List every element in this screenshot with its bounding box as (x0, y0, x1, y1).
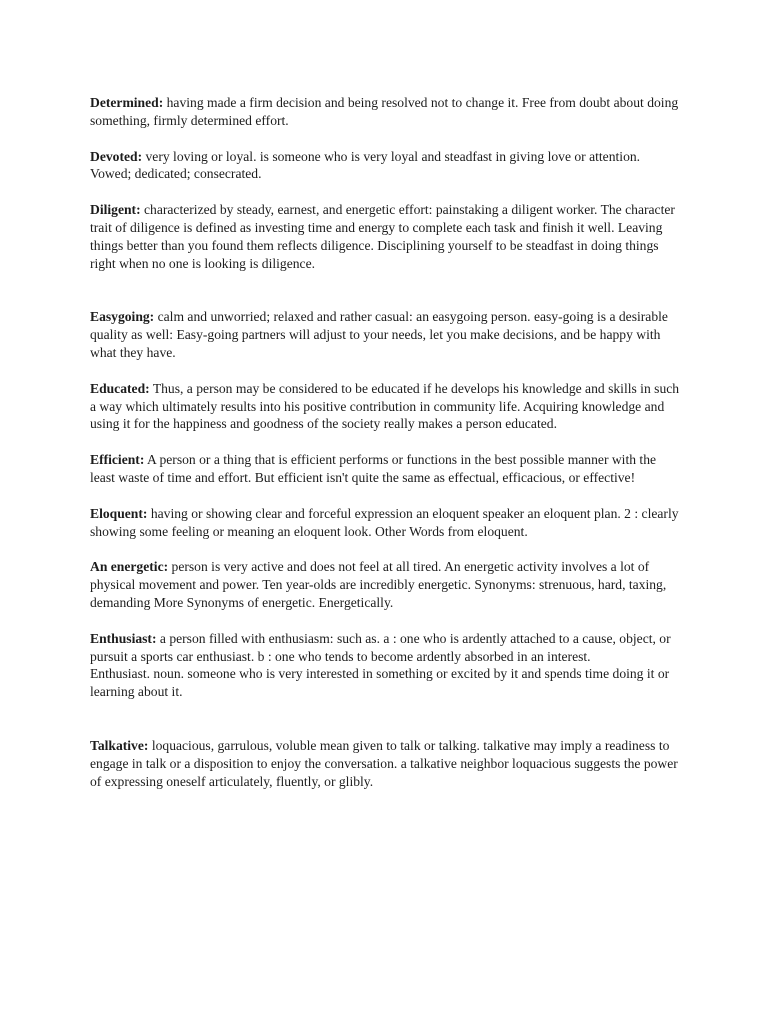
definition-text: a person filled with enthusiasm: such as. a : one who is ardently attached to a cause, object, or pursuit a sports car enthusiast. b : one who tends to become ardently absorbed in an interest. (90, 630, 671, 664)
term-label: Enthusiast: (90, 630, 157, 646)
term-label: Diligent: (90, 202, 141, 218)
definition-text: calm and unworried; relaxed and rather casual: an easygoing person. easy-going is a desirable quality as well: Easy-going partners will adjust to your needs, let you make decisions, and be happy with what they have. (90, 309, 668, 360)
entry-easygoing (90, 308, 680, 361)
definition-text: Thus, a person may be considered to be educated if he develops his knowledge and skills in such a way which ultimately results into his positive contribution in community life. Acquiring knowledge and using it for the happiness and goodness of the society really makes a person educated. (90, 380, 680, 432)
entry-energetic (90, 558, 680, 611)
term-label: Talkative: (90, 737, 149, 753)
entry-educated (90, 380, 680, 433)
entry-enthusiast (90, 630, 680, 701)
term-label: An energetic: (90, 559, 169, 575)
entry-eloquent (90, 505, 680, 541)
definition-continuation: Enthusiast. noun. someone who is very interested in something or excited by it and spends time doing it or learning about it. (90, 666, 670, 700)
entry-efficient (90, 451, 680, 487)
definition-text: loquacious, garrulous, voluble mean given to talk or talking. talkative may imply a readiness to engage in talk or a disposition to enjoy the conversation. a talkative neighbor loquacious suggests the power of expressing oneself articulately, fluently, or glibly. (90, 737, 678, 789)
term-label: Easygoing: (90, 309, 155, 325)
definition-text: A person or a thing that is efficient performs or functions in the best possible manner with the least waste of time and effort. But efficient isn't quite the same as effectual, efficacious, or effective! (90, 452, 657, 485)
term-label: Devoted: (90, 148, 143, 164)
definition-text: having or showing clear and forceful expression an eloquent speaker an eloquent plan. 2 : clearly showing some feeling or meaning an eloquent look. Other Words from eloquent. (90, 505, 679, 539)
entry-devoted (90, 148, 680, 184)
term-label: Determined: (90, 95, 164, 110)
definition-text: very loving or loyal. is someone who is very loyal and steadfast in giving love or attention. Vowed; dedicated; consecrated. (90, 148, 641, 182)
definition-text: characterized by steady, earnest, and energetic effort: painstaking a diligent worker. The character trait of diligence is defined as investing time and energy to complete each task and finish it well. Leaving things better than you found them reflects diligence. Disciplining yourself to be steadfast in doing things right when no one is looking is diligence. (90, 202, 675, 271)
entry-diligent (90, 201, 680, 272)
definition-text: person is very active and does not feel at all tired. An energetic activity involves a lot of physical movement and power. Ten year-olds are incredibly energetic. Synonyms: strenuous, hard, taxing, demanding More Synonyms of energetic. Energetically. (90, 559, 667, 610)
term-label: Eloquent: (90, 505, 148, 521)
document-page (90, 94, 680, 808)
term-label: Efficient: (90, 452, 145, 468)
entry-determined (90, 94, 680, 130)
definition-text: having made a firm decision and being resolved not to change it. Free from doubt about doing something, firmly determined effort. (90, 95, 679, 128)
term-label: Educated: (90, 380, 150, 396)
entry-talkative (90, 737, 680, 790)
